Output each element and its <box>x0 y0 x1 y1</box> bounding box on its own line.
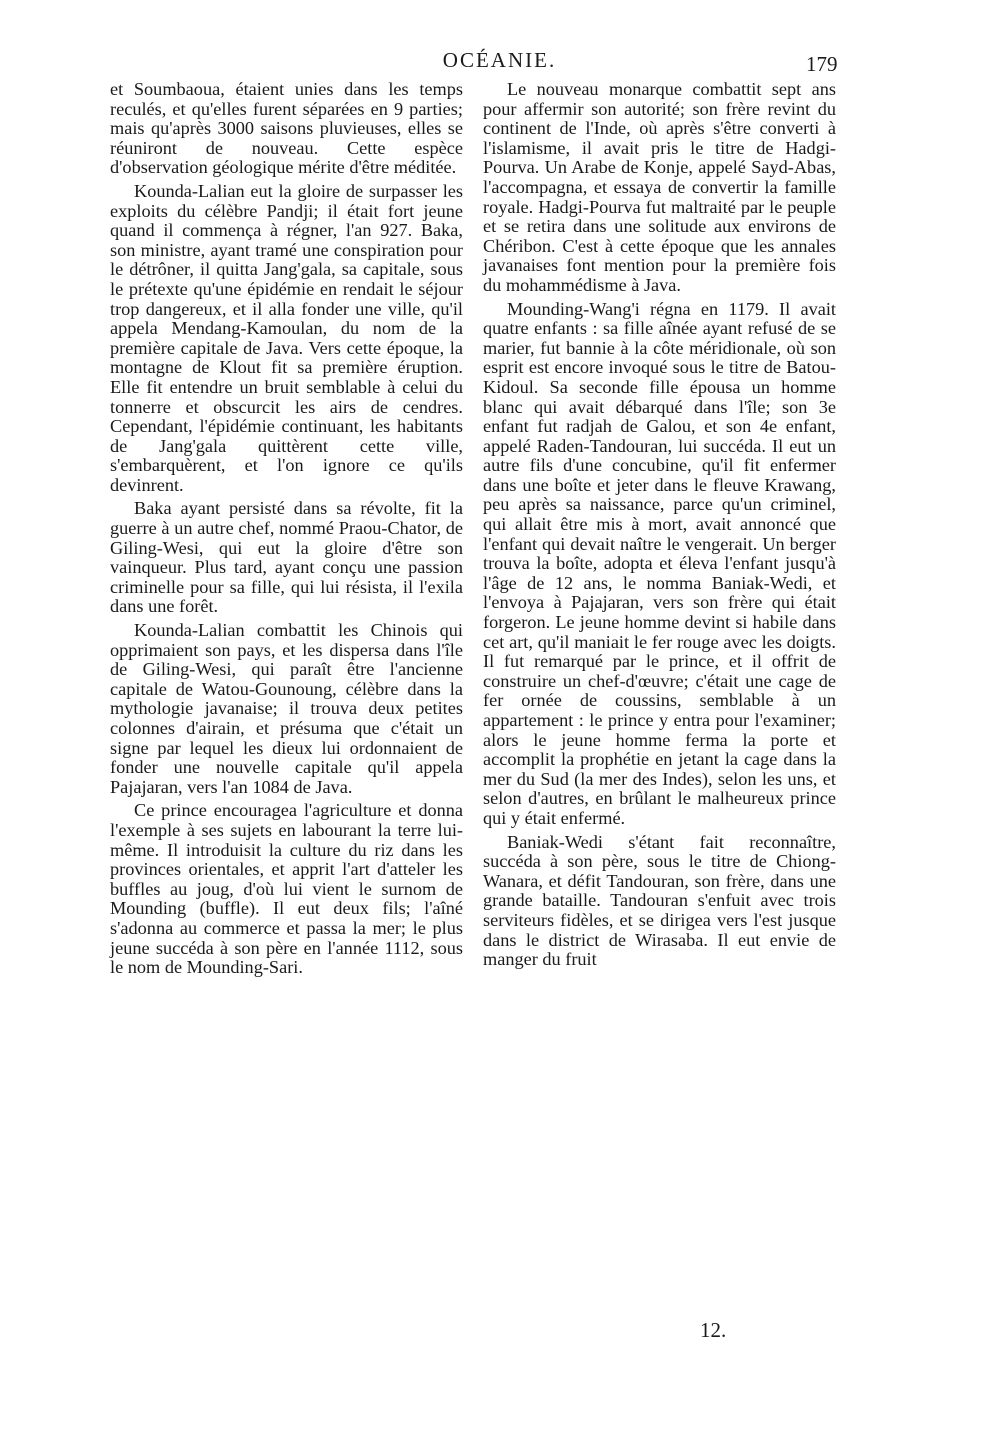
paragraph: Ce prince encouragea l'agriculture et donna l'exemple à ses sujets en labourant la terre lui-même. Il introduisit la culture du riz dans les provinces orientales, et apprit l'art d'atteler les buffles au joug, d'où lui vient le surnom de Mounding (buffle). Il eut deux fils; l'aîné s'adonna au commerce et passa la mer; le plus jeune succéda à son père en l'année 1112, sous le nom de Mounding-Sari. <box>110 800 463 978</box>
right-column <box>483 80 836 974</box>
paragraph: et Soumbaoua, étaient unies dans les temps reculés, et qu'elles furent séparées en 9 parties; mais qu'après 3000 saisons pluvieuses, elles se réuniront de nouveau. Cette espèce d'observation géologique mérite d'être méditée. <box>110 79 463 178</box>
signature-mark: 12. <box>700 1318 727 1342</box>
running-head <box>0 44 999 78</box>
page-number: 179 <box>806 52 838 76</box>
paragraph: Kounda-Lalian eut la gloire de surpasser les exploits du célèbre Pandji; il était fort jeune quand il commença à régner, l'an 927. Baka, son ministre, ayant tramé une conspiration pour le détrôner, il quitta Jang'gala, sa capitale, sous le prétexte qu'une épidémie en rendait le séjour trop dangereux, et il alla fonder une ville, qu'il appela Mendang-Kamoulan, du nom de la première capitale de Java. Vers cette époque, la montagne de Klout fit sa première éruption. Elle fit entendre un bruit semblable à celui du tonnerre et obscurcit les airs de cendres. Cependant, l'épidémie continuant, les habitants de Jang'gala quittèrent cette ville, s'embarquèrent, et l'on ignore ce qu'ils devinrent. <box>110 180 463 495</box>
running-title: OCÉANIE. <box>442 48 557 72</box>
paragraph: Baniak-Wedi s'étant fait reconnaître, succéda à son père, sous le titre de Chiong-Wanara, et défit Tandouran, son frère, dans une grande bataille. Tandouran s'enfuit avec trois serviteurs fidèles, et se dirigea vers l'est jusque dans le district de Wirasaba. Il eut envie de manger du fruit <box>483 831 836 970</box>
paragraph: Mounding-Wang'i régna en 1179. Il avait quatre enfants : sa fille aînée ayant refusé de se marier, fut bannie à la côte méridionale, où son esprit est encore invoqué sous le titre de Batou-Kidoul. Sa seconde fille épousa un homme blanc qui avait débarqué dans l'île; son 3e enfant fut radjah de Galou, et son 4e enfant, appelé Raden-Tandouran, lui succéda. Il eut un autre fils d'une concubine, qu'il fit enfermer dans une boîte et jeter dans le fleuve Krawang, peu après sa naissance, parce qu'un criminel, qui allait être mis à mort, avait annoncé que l'enfant qui devait naître le vengerait. Un berger trouva la boîte, adopta et éleva l'enfant jusqu'à l'âge de 12 ans, le nomma Baniak-Wedi, et l'envoya à Pajajaran, vers son frère qui était forgeron. Le jeune homme devint si habile dans cet art, qu'il maniait le fer rouge avec les doigts. Il fut remarqué par le prince, et il offrit de construire un chef-d'œuvre; c'était une cage de fer ornée de coussins, semblable à un appartement : le prince y entra pour l'examiner; alors le jeune homme ferma la porte et accomplit la prophétie en jetant la cage dans la mer du Sud (la mer des Indes), selon les uns, et selon d'autres, en brûlant le malheureux prince qui y était enfermé. <box>483 298 836 828</box>
paragraph: Kounda-Lalian combattit les Chinois qui opprimaient son pays, et les dispersa dans l'île de Giling-Wesi, qui paraît être l'ancienne capitale de Watou-Gounoung, célèbre dans la mythologie javanaise; il trouva deux petites colonnes d'airain, et présuma que c'était un signe par lequel les dieux lui ordonnaient de fonder une nouvelle capitale qu'il appela Pajajaran, vers l'an 1084 de Java. <box>110 620 463 797</box>
left-column <box>110 80 463 982</box>
paragraph: Le nouveau monarque combattit sept ans pour affermir son autorité; son frère revint du continent de l'Inde, où après s'être converti à l'islamisme, il avait pris le titre de Hadgi-Pourva. Un Arabe de Konje, appelé Sayd-Abas, l'accompagna, et essaya de convertir la famille royale. Hadgi-Pourva fut maltraité par le peuple et se retira dans une solitude aux environs de Chéribon. C'est à cette époque que les annales javanaises font mention pour la première fois du mohammédisme à Java. <box>483 79 836 295</box>
paragraph: Baka ayant persisté dans sa révolte, fit la guerre à un autre chef, nommé Praou-Chator, de Giling-Wesi, qui eut la gloire d'être son vainqueur. Plus tard, ayant conçu une passion criminelle pour sa fille, qui lui résista, il l'exila dans une forêt. <box>110 498 463 617</box>
